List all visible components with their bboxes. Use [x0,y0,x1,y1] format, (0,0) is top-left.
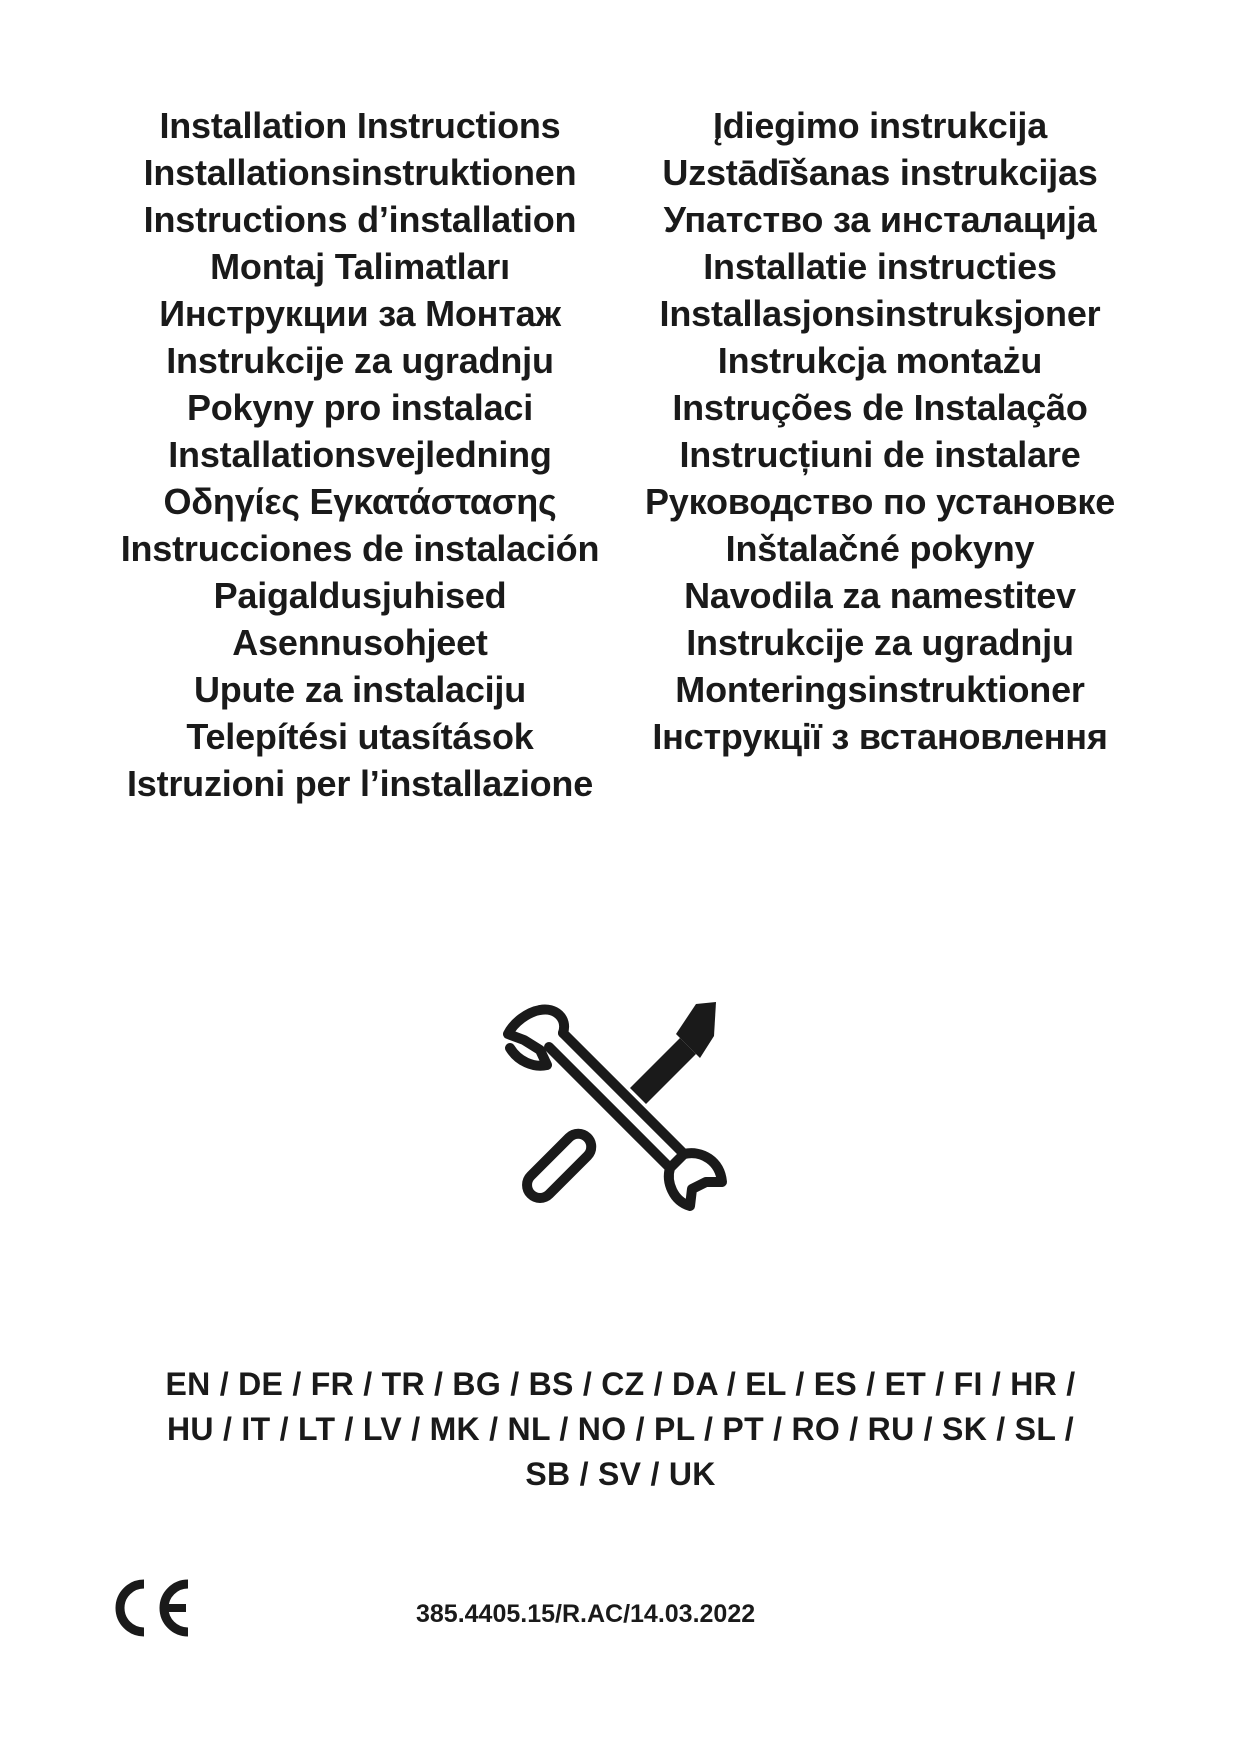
title-fr: Instructions d’installation [143,199,577,240]
title-mk: Упатство за инсталација [663,199,1097,240]
title-de: Installationsinstruktionen [143,152,577,193]
title-pl: Instrukcja montażu [717,340,1043,381]
title-ru: Руководство по установке [644,481,1116,522]
title-hr: Upute za instalaciju [193,669,527,710]
language-codes [0,1362,1241,1497]
ce-mark-icon [110,1578,194,1638]
title-sk: Inštalačné pokyny [725,528,1035,569]
title-pt: Instruções de Instalação [672,387,1088,428]
document-code: 385.4405.15/R.AC/14.03.2022 [416,1600,756,1628]
title-bg: Инструкции за Монтаж [159,293,561,334]
language-codes-line-2: HU / IT / LT / LV / MK / NL / NO / PL / PT / RO / RU / SK / SL / [167,1411,1074,1447]
title-et: Paigaldusjuhised [213,575,507,616]
title-column-right [620,102,1140,807]
title-bs: Instrukcije za ugradnju [166,340,554,381]
screwdriver-handle [522,1128,597,1203]
title-fi: Asennusohjeet [232,622,488,663]
language-codes-line-1: EN / DE / FR / TR / BG / BS / CZ / DA / EL / ES / ET / FI / HR / [165,1366,1076,1402]
title-sl: Navodila za namestitev [684,575,1076,616]
ce-mark-c [120,1584,144,1632]
ce-mark-e-bar [166,1604,186,1612]
title-uk: Інструкції з встановлення [652,716,1108,757]
language-codes-line-3: SB / SV / UK [525,1456,716,1492]
screwdriver-shaft [630,1038,696,1104]
title-lv: Uzstādīšanas instrukcijas [662,152,1098,193]
title-tr: Montaj Talimatları [210,246,510,287]
wrench-screwdriver-icon [500,990,745,1235]
wrench-shaft [549,1033,684,1168]
title-no: Installasjonsinstruksjoner [659,293,1101,334]
title-ro: Instrucțiuni de instalare [679,434,1081,475]
title-sv: Monteringsinstruktioner [675,669,1085,710]
wrench-head-top-jaw [540,1010,564,1033]
title-list [100,102,1140,807]
title-lt: Įdiegimo instrukcija [712,105,1048,146]
title-es: Instrucciones de instalación [120,528,600,569]
title-sb: Instrukcije za ugradnju [686,622,1074,663]
title-el: Οδηγίες Εγκατάστασης [163,481,557,522]
title-column-left [100,102,620,807]
title-da: Installationsvejledning [168,434,552,475]
title-nl: Installatie instructies [703,246,1057,287]
title-cz: Pokyny pro instalaci [186,387,534,428]
wrench-head-top [508,1010,547,1066]
title-en: Installation Instructions [159,105,561,146]
title-it: Istruzioni per l’installazione [126,763,594,804]
title-hu: Telepítési utasítások [186,716,534,757]
